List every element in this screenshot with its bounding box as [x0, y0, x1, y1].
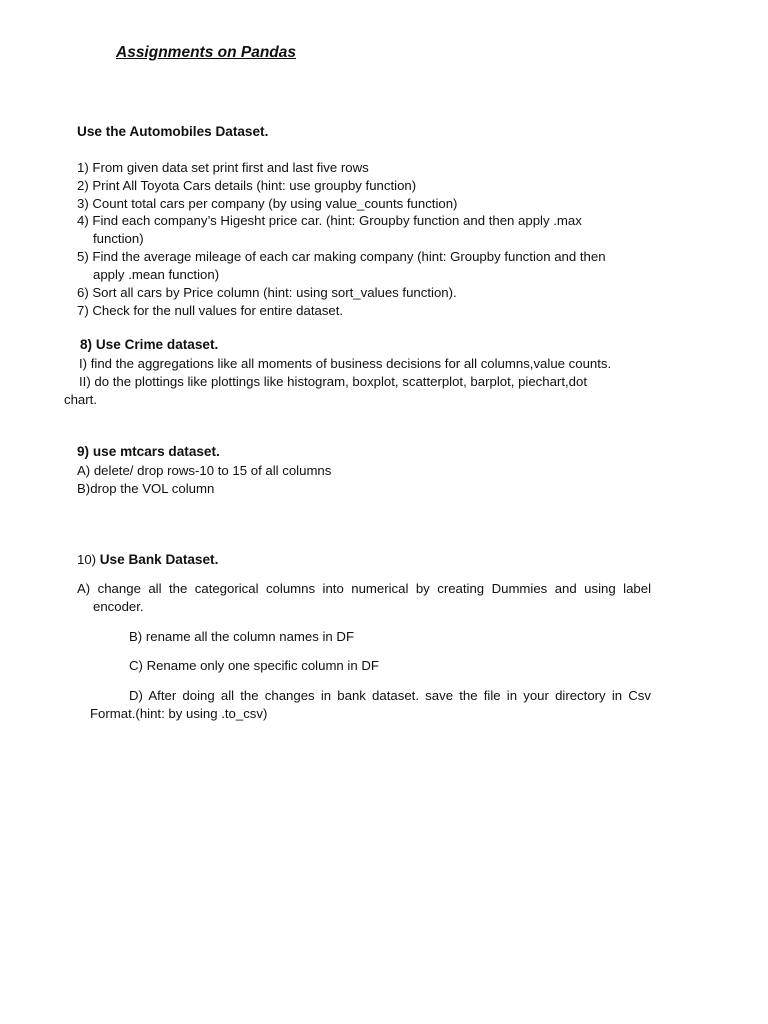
automobiles-item-7: 7) Check for the null values for entire dataset. [77, 303, 344, 318]
bank-heading-text: Use Bank Dataset. [99, 552, 219, 567]
bank-item-a: A) change all the categorical columns into numerical by creating Dummies and using label [77, 581, 651, 596]
mtcars-item-b: B)drop the VOL column [77, 481, 215, 496]
automobiles-item-4-continued: function) [93, 231, 144, 246]
crime-item-1: I) find the aggregations like all moments of business decisions for all columns,value counts. [79, 356, 612, 371]
bank-item-b: B) rename all the column names in DF [129, 629, 355, 644]
automobiles-item-2: 2) Print All Toyota Cars details (hint: use groupby function) [77, 178, 417, 193]
mtcars-heading: 9) use mtcars dataset. [77, 444, 220, 459]
automobiles-item-3: 3) Count total cars per company (by using value_counts function) [77, 196, 458, 211]
bank-heading [77, 551, 218, 569]
bank-item-c: C) Rename only one specific column in DF [129, 658, 379, 673]
document-title: Assignments on Pandas [116, 44, 297, 61]
crime-heading: 8) Use Crime dataset. [80, 337, 219, 352]
automobiles-item-4: 4) Find each company’s Higesht price car. (hint: Groupby function and then apply .max [77, 213, 582, 228]
automobiles-item-5: 5) Find the average mileage of each car making company (hint: Groupby function and then [77, 249, 606, 264]
bank-heading-number: 10) [77, 552, 97, 567]
crime-item-2: II) do the plottings like plottings like histogram, boxplot, scatterplot, barplot, piechart,dot [79, 374, 587, 389]
crime-item-2-continued: chart. [64, 392, 97, 407]
automobiles-item-1: 1) From given data set print first and last five rows [77, 160, 369, 175]
automobiles-heading: Use the Automobiles Dataset. [77, 124, 269, 139]
bank-item-d-continued: Format.(hint: by using .to_csv) [90, 706, 268, 721]
automobiles-item-5-continued: apply .mean function) [93, 267, 220, 282]
mtcars-item-a: A) delete/ drop rows-10 to 15 of all columns [77, 463, 332, 478]
bank-item-d: D) After doing all the changes in bank dataset. save the file in your directory in Csv [129, 688, 651, 703]
automobiles-item-6: 6) Sort all cars by Price column (hint: using sort_values function). [77, 285, 457, 300]
bank-item-a-continued: encoder. [93, 599, 144, 614]
